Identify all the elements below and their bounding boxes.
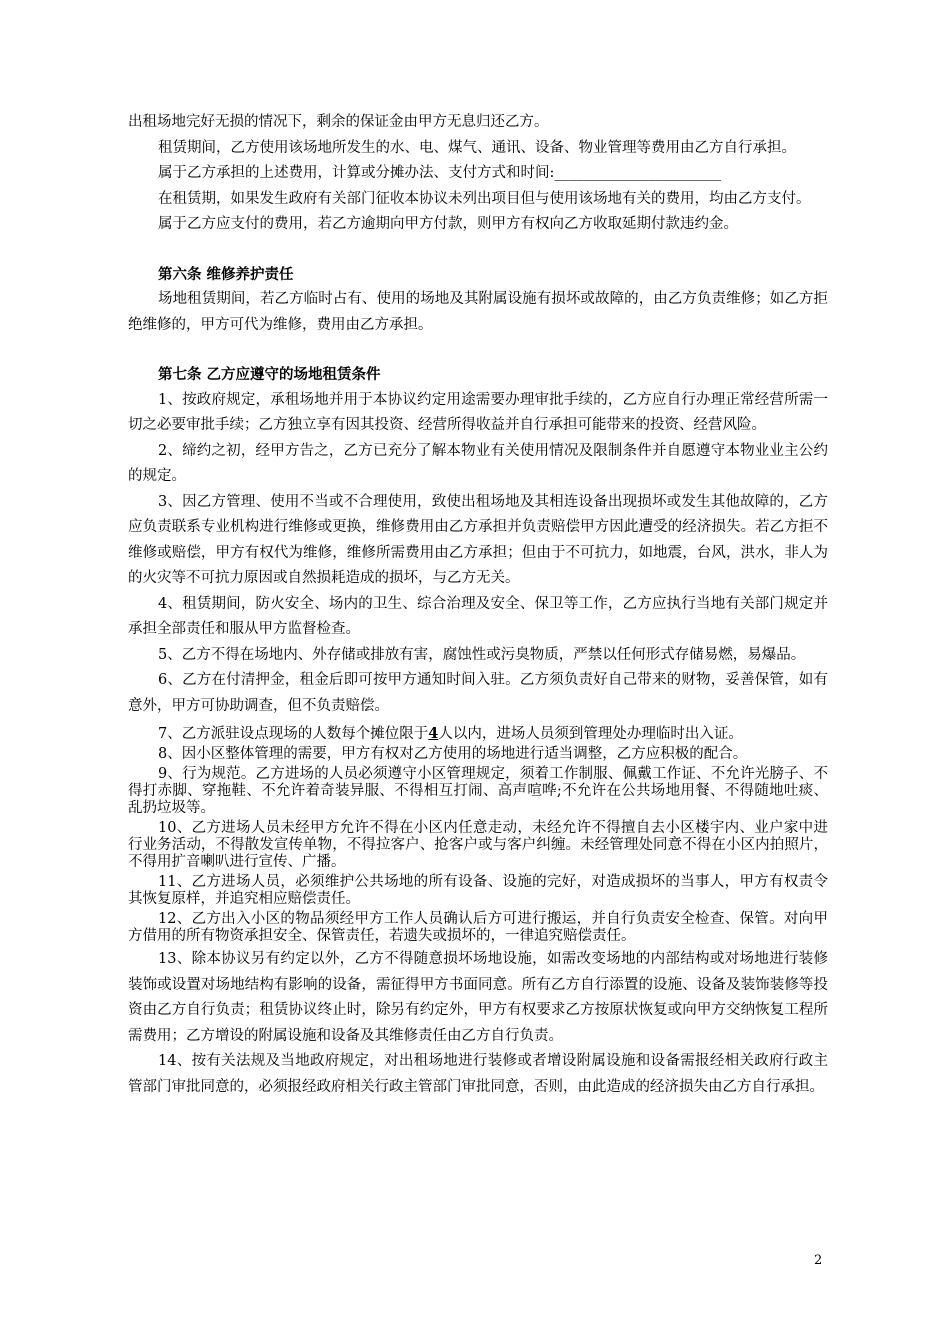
paragraph: 在租赁期，如果发生政府有关部门征收本协议未列出项目但与使用该场地有关的费用，均由乙方支付。 [158, 190, 811, 207]
clause-7-item-5: 5、乙方不得在场地内、外存储或排放有害，腐蚀性或污臭物质，严禁以任何形式存储易燃，易爆品。 [158, 646, 806, 663]
clause-7-item-4: 4、租赁期间，防火安全、场内的卫生、综合治理及安全、保卫等工作，乙方应执行当地有关部门规定并承担全部责任和服从甲方监督检查。 [128, 595, 828, 637]
clause-7-item-10: 10、乙方进场人员未经甲方允许不得在小区内任意走动，未经允许不得擅自去小区楼宇内、业户家中进行业务活动，不得散发宣传单物，不得拉客户、抢客户或与客户纠缠。未经管理处同意不得在小区内拍照片，不得用扩音喇叭进行宣传、广播。 [128, 820, 828, 870]
clause-7-item-13: 13、除本协议另有约定以外，乙方不得随意损坏场地设施，如需改变场地的内部结构或对场地进行装修装饰或设置对场地结构有影响的设备，需征得甲方书面同意。所有乙方自行添置的设施、设备及装饰装修等投资由乙方自行负责；租赁协议终止时，除另有约定外，甲方有权要求乙方按原状恢复或向甲方交纳恢复工程所需费用；乙方增设的附属设施和设备及其维修责任由乙方自行负责。 [128, 951, 828, 1044]
paragraph: 属于乙方承担的上述费用，计算或分摊办法、支付方式和时间:_______________________ [158, 165, 722, 181]
item-7-text-end: 人以内，进场人员须到管理处办理临时出入证。 [438, 726, 743, 742]
clause-7-item-3: 3、因乙方管理、使用不当或不合理使用，致使出租场地及其相连设备出现损坏或发生其他故障的，乙方应负责联系专业机构进行维修或更换，维修费用由乙方承担并负责赔偿甲方因此遭受的经济损失。若乙方拒不维修或赔偿，甲方有权代为维修，维修所需费用由乙方承担；但由于不可抗力，如地震，台风，洪水，非人为的火灾等不可抗力原因或自然损耗造成的损坏，与乙方无关。 [128, 493, 828, 586]
document-body [128, 110, 828, 1100]
clause-7-item-2: 2、缔约之初，经甲方告之，乙方已充分了解本物业有关使用情况及限制条件并自愿遵守本物业业主公约的规定。 [128, 442, 828, 484]
clause-6-heading: 第六条 维修养护责任 [158, 265, 294, 283]
clause-7-item-14: 14、按有关法规及当地政府规定，对出租场地进行装修或者增设附属设施和设备需报经相关政府行政主管部门审批同意的，必须报经政府相关行政主管部门审批同意，否则，由此造成的经济损失由乙方自行承担。 [128, 1053, 828, 1095]
page-number: 2 [814, 1253, 823, 1268]
paragraph: 属于乙方应支付的费用，若乙方逾期向甲方付款，则甲方有权向乙方收取延期付款违约金。 [158, 216, 738, 232]
paragraph: 租赁期间，乙方使用该场地所发生的水、电、煤气、通讯、设备、物业管理等费用由乙方自行承担。 [158, 139, 796, 156]
staff-limit-number: 4 [428, 725, 439, 742]
item-7-text-start: 7、乙方派驻设点现场的人数每个摊位限于 [158, 726, 429, 742]
clause-7-item-12: 12、乙方出入小区的物品须经甲方工作人员确认后方可进行搬运，并自行负责安全检查、保管。对向甲方借用的所有物资承担安全、保管责任，若遗失或损坏的，一律追究赔偿责任。 [128, 911, 828, 944]
clause-7-item-8: 8、因小区整体管理的需要，甲方有权对乙方使用的场地进行适当调整，乙方应积极的配合。 [158, 746, 748, 762]
clause-7-item-11: 11、乙方进场人员，必须维护公共场地的所有设备、设施的完好，对造成损坏的当事人，甲方有权责令其恢复原样，并追究相应赔偿责任。 [128, 874, 828, 907]
paragraph: 出租场地完好无损的情况下，剩余的保证金由甲方无息归还乙方。 [128, 114, 549, 130]
clause-7-item-6: 6、乙方在付清押金，租金后即可按甲方通知时间入驻。乙方须负责好自己带来的财物，妥善保管，如有意外，甲方可协助调查，但不负责赔偿。 [128, 672, 828, 714]
paragraph: 场地租赁期间，若乙方临时占有、使用的场地及其附属设施有损坏或故障的，由乙方负责维修；如乙方拒绝维修的，甲方可代为维修，费用由乙方承担。 [128, 291, 828, 333]
section-gap [128, 238, 828, 262]
clause-7-item-7 [128, 725, 828, 743]
clause-7-heading: 第七条 乙方应遵守的场地租赁条件 [158, 366, 381, 383]
clause-7-item-9: 9、行为规范。乙方进场的人员必须遵守小区管理规定，须着工作制服、佩戴工作证、不允许光膀子、不得打赤脚、穿拖鞋、不允许着奇装异服、不得相互打闹、高声喧哗;不允许在公共场地用餐、不得随地吐痰、乱扔垃圾等。 [128, 766, 828, 816]
clause-7-item-1: 1、按政府规定，承租场地并用于本协议约定用途需要办理审批手续的，乙方应自行办理正常经营所需一切之必要审批手续；乙方独立享有因其投资、经营所得收益并自行承担可能带来的投资、经营风险。 [128, 391, 828, 433]
section-gap [128, 338, 828, 362]
